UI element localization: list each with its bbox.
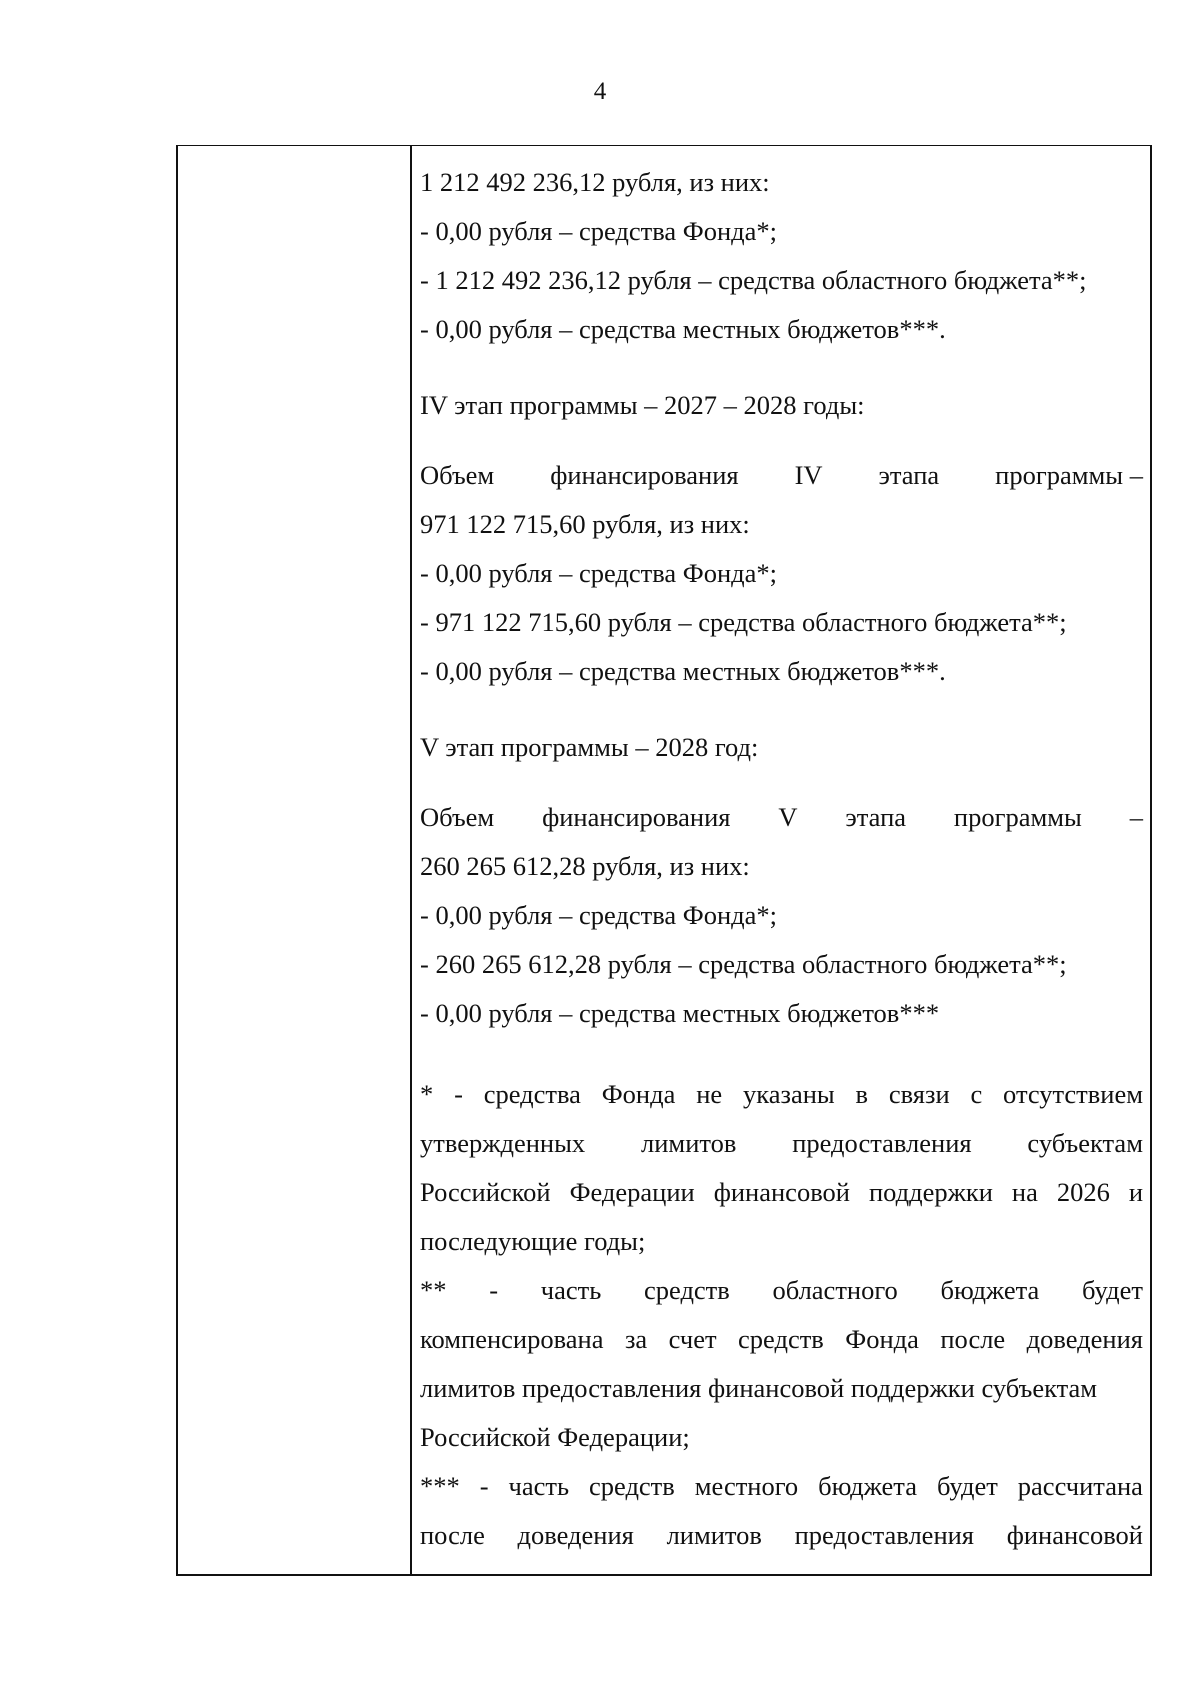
- word: после: [420, 1520, 485, 1550]
- stage3-local: - 0,00 рубля – средства местных бюджетов***.: [420, 314, 946, 344]
- stage4-regional: - 971 122 715,60 рубля – средства областного бюджета**;: [420, 607, 1067, 637]
- stage4-fund: - 0,00 рубля – средства Фонда*;: [420, 558, 778, 588]
- word: Российской: [420, 1177, 551, 1207]
- word: за: [624, 1324, 648, 1354]
- word: этапа: [845, 802, 907, 832]
- word: -: [479, 1471, 489, 1501]
- word: Фонда: [845, 1324, 919, 1354]
- word: ***: [420, 1471, 460, 1501]
- word: лимитов: [666, 1520, 762, 1550]
- word: с: [970, 1079, 983, 1109]
- table-right-cell: [414, 146, 1150, 1574]
- stage4-local: - 0,00 рубля – средства местных бюджетов***.: [420, 656, 946, 686]
- word: поддержки: [868, 1177, 993, 1207]
- note2-line2: [420, 1323, 1143, 1355]
- word: лимитов: [641, 1128, 737, 1158]
- word: связи: [888, 1079, 950, 1109]
- word: компенсирована: [420, 1324, 604, 1354]
- table-left-cell: [178, 146, 412, 1574]
- word: Объем: [420, 460, 495, 490]
- word: Объем: [420, 802, 495, 832]
- word: Фонда: [601, 1079, 676, 1109]
- word: V: [778, 802, 798, 832]
- stage5-local: - 0,00 рубля – средства местных бюджетов***: [420, 998, 940, 1028]
- word: -: [489, 1275, 499, 1305]
- word: IV: [794, 460, 823, 490]
- word: местного: [694, 1471, 799, 1501]
- word: финансирования: [542, 802, 731, 832]
- note1-line4: последующие годы;: [420, 1226, 646, 1256]
- word: не: [696, 1079, 723, 1109]
- note2-line4: Российской Федерации;: [420, 1422, 690, 1452]
- word: **: [420, 1275, 447, 1305]
- note2-line1: [420, 1274, 1143, 1306]
- stage4-heading: IV этап программы – 2027 – 2028 годы:: [420, 390, 865, 420]
- word: рассчитана: [1017, 1471, 1143, 1501]
- word: –: [1129, 802, 1143, 832]
- word: доведения: [1026, 1324, 1143, 1354]
- stage3-total: 1 212 492 236,12 рубля, из них:: [420, 167, 770, 197]
- stage4-volume-line: [420, 459, 1143, 491]
- word: предоставления: [792, 1128, 972, 1158]
- word: программы –: [995, 460, 1143, 490]
- word: средств: [738, 1324, 824, 1354]
- word: счет: [668, 1324, 717, 1354]
- word: областного: [772, 1275, 898, 1305]
- stage5-heading: V этап программы – 2028 год:: [420, 732, 759, 762]
- word: после: [940, 1324, 1006, 1354]
- word: *: [420, 1079, 434, 1109]
- stage5-fund: - 0,00 рубля – средства Фонда*;: [420, 900, 778, 930]
- word: доведения: [517, 1520, 634, 1550]
- word: на: [1011, 1177, 1038, 1207]
- note1-line1: [420, 1078, 1143, 1110]
- program-table: [176, 145, 1152, 1576]
- word: отсутствием: [1003, 1079, 1143, 1109]
- word: субъектам: [1027, 1128, 1143, 1158]
- stage4-total: 971 122 715,60 рубля, из них:: [420, 509, 750, 539]
- word: средств: [589, 1471, 675, 1501]
- word: предоставления: [794, 1520, 974, 1550]
- word: средств: [644, 1275, 730, 1305]
- note1-line2: [420, 1127, 1143, 1159]
- note3-line2: [420, 1519, 1143, 1551]
- stage5-volume-line: [420, 801, 1143, 833]
- word: и: [1128, 1177, 1143, 1207]
- word: финансирования: [550, 460, 739, 490]
- stage5-total: 260 265 612,28 рубля, из них:: [420, 851, 750, 881]
- word: финансовой: [713, 1177, 850, 1207]
- word: бюджета: [818, 1471, 917, 1501]
- note3-line1: [420, 1470, 1143, 1502]
- word: этапа: [878, 460, 940, 490]
- page-number: 4: [593, 78, 607, 105]
- word: в: [855, 1079, 869, 1109]
- word: 2026: [1056, 1177, 1110, 1207]
- stage3-fund: - 0,00 рубля – средства Фонда*;: [420, 216, 778, 246]
- word: будет: [936, 1471, 998, 1501]
- word: средства: [483, 1079, 581, 1109]
- word: бюджета: [940, 1275, 1040, 1305]
- word: часть: [508, 1471, 570, 1501]
- word: -: [454, 1079, 463, 1109]
- note1-line3: [420, 1176, 1143, 1208]
- word: часть: [540, 1275, 602, 1305]
- word: программы: [953, 802, 1082, 832]
- word: утвержденных: [420, 1128, 586, 1158]
- stage3-regional: - 1 212 492 236,12 рубля – средства областного бюджета**;: [420, 265, 1087, 295]
- word: будет: [1082, 1275, 1143, 1305]
- stage5-regional: - 260 265 612,28 рубля – средства областного бюджета**;: [420, 949, 1067, 979]
- word: финансовой: [1006, 1520, 1143, 1550]
- word: указаны: [742, 1079, 835, 1109]
- note2-line3: лимитов предоставления финансовой поддержки субъектам: [420, 1373, 1098, 1403]
- word: Федерации: [569, 1177, 695, 1207]
